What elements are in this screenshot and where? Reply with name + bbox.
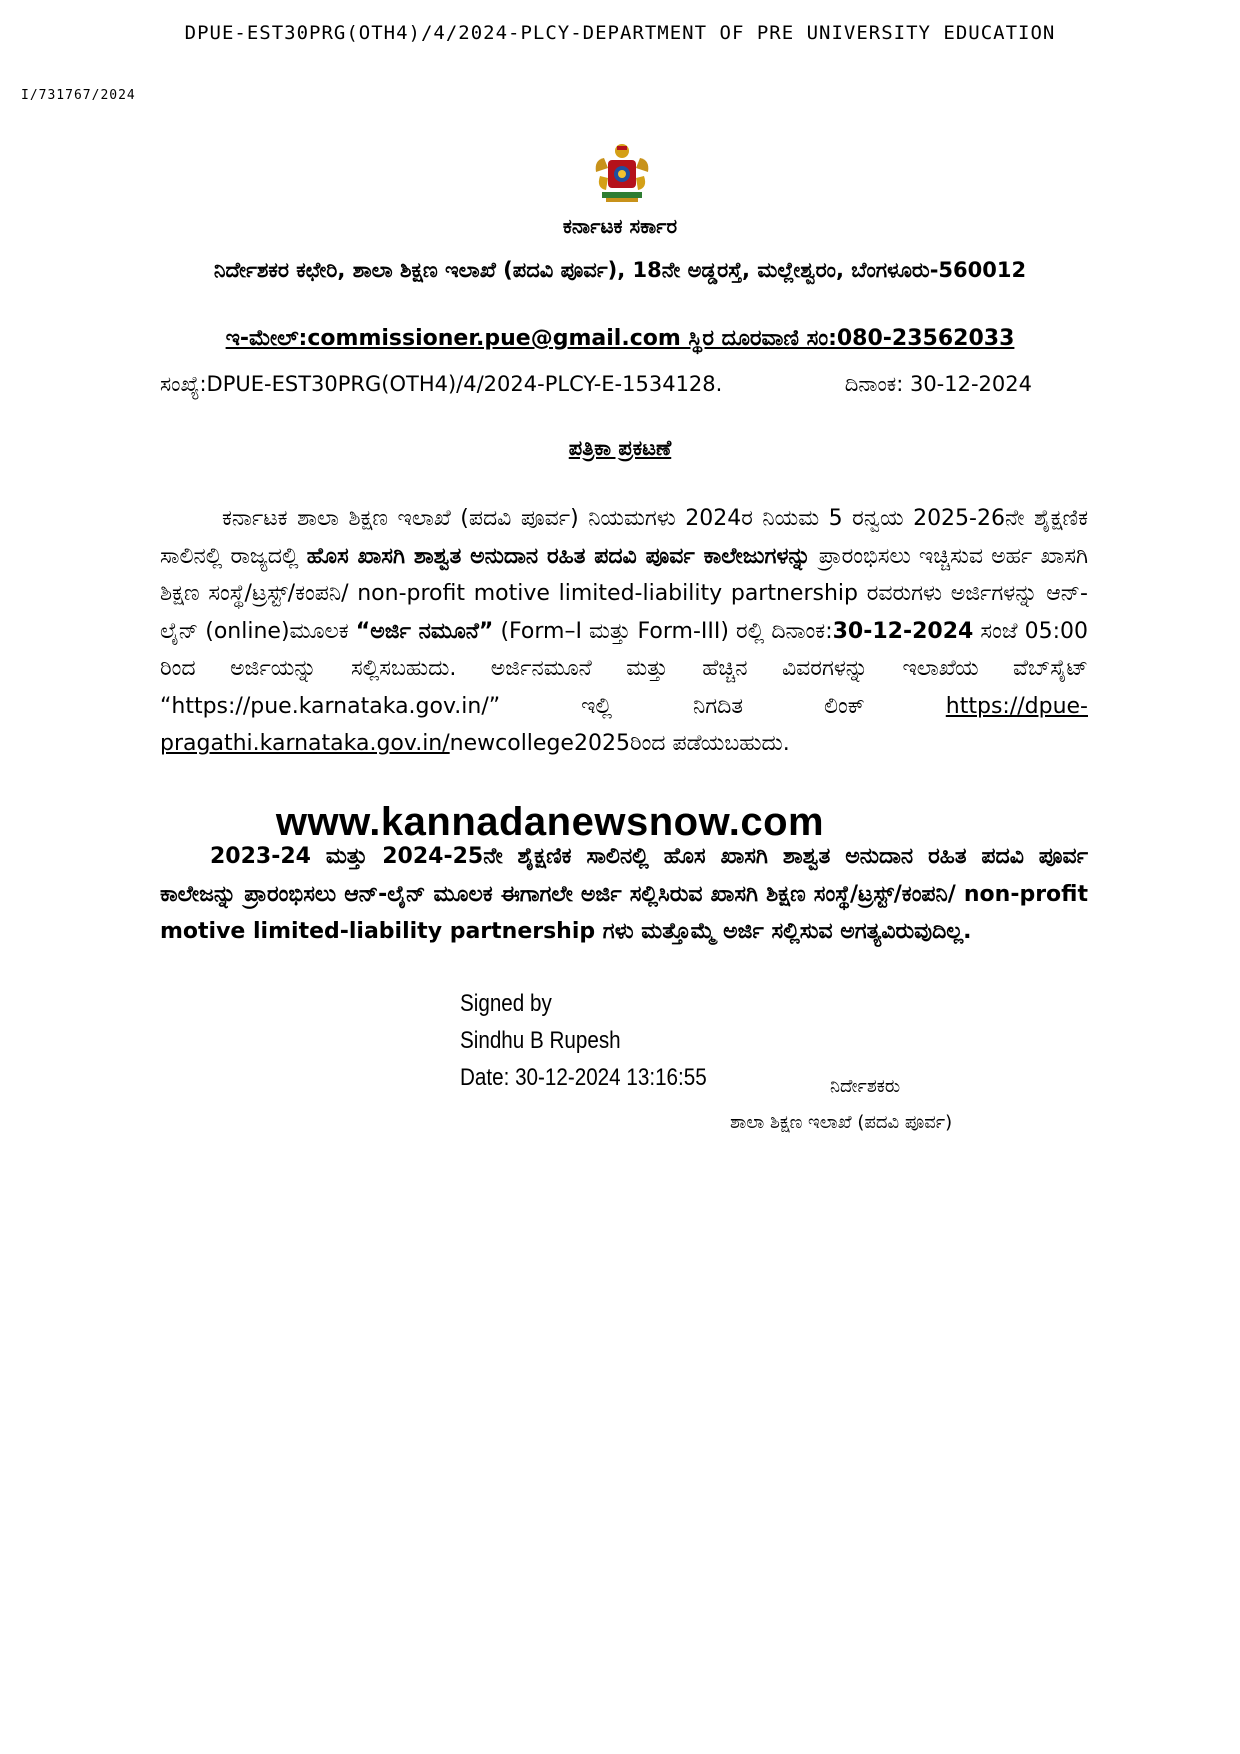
document-reference-banner: DPUE-EST30PRG(OTH4)/4/2024-PLCY-DEPARTMENT OF PRE UNIVERSITY EDUCATION <box>184 22 1056 44</box>
p1-bold-college: ಹೊಸ ಖಾಸಗಿ ಶಾಶ್ವತ ಅನುದಾನ ರಹಿತ ಪದವಿ ಪೂರ್ವ ಕಾಲೇಜುಗಳನ್ನು <box>306 543 811 569</box>
signed-by-label: Signed by <box>460 990 552 1017</box>
reference-line <box>160 372 1032 397</box>
application-portal-link[interactable]: https://dpue-pragathi.karnataka.gov.in/ <box>160 693 1088 756</box>
signatory-department: ಶಾಲಾ ಶಿಕ್ಷಣ ಇಲಾಖೆ (ಪದವಿ ಪೂರ್ವ) <box>730 1112 953 1133</box>
p1-text: ಪ್ರಾರಂಭಿಸಲು ಇಚ್ಚಿಸುವ ಅರ್ಹ ಖಾಸಗಿ ಶಿಕ್ಷಣ ಸಂಸ್ಥೆ/ಟ್ರಸ್ಟ್/ಕಂಪನಿ/ non-profit motive limited-liability partnership ರವರುಗಳು ಅರ್ಜಿಗಳನ್ನು ಆನ್-ಲೈನ್ (online)ಮೂಲಕ <box>160 543 1088 644</box>
file-number: I/731767/2024 <box>21 88 136 103</box>
contact-details: ಇ-ಮೇಲ್:commissioner.pue@gmail.com ಸ್ಥಿರ ದೂರವಾಣಿ ಸಂ:080-23562033 <box>225 326 1015 351</box>
p1-bold-form: “ಅರ್ಜಿ ನಮೂನೆ” <box>355 618 494 644</box>
government-name: ಕರ್ನಾಟಕ ಸರ್ಕಾರ <box>562 214 678 238</box>
p1-text: ಕರ್ನಾಟಕ ಶಾಲಾ ಶಿಕ್ಷಣ ಇಲಾಖೆ (ಪದವಿ ಪೂರ್ವ) ನಿಯಮಗಳು 2024ರ ನಿಯಮ 5 ರನ್ವಯ 2025-26ನೇ ಶೈಕ್ಷಣಿಕ ಸಾಲಿನಲ್ಲಿ ರಾಜ್ಯದಲ್ಲಿ <box>160 506 1088 569</box>
p1-bold-date: 30-12-2024 <box>832 618 974 644</box>
signatory-name: Sindhu B Rupesh <box>460 1027 621 1054</box>
notice-paragraph-2: 2023-24 ಮತ್ತು 2024-25ನೇ ಶೈಕ್ಷಣಿಕ ಸಾಲಿನಲ್ಲಿ ಹೊಸ ಖಾಸಗಿ ಶಾಶ್ವತ ಅನುದಾನ ರಹಿತ ಪದವಿ ಪೂರ್ವ ಕಾಲೇಜನ್ನು ಪ್ರಾರಂಭಿಸಲು ಆನ್-ಲೈನ್ ಮೂಲಕ ಈಗಾಗಲೇ ಅರ್ಜಿ ಸಲ್ಲಿಸಿರುವ ಖಾಸಗಿ ಶಿಕ್ಷಣ ಸಂಸ್ಥೆ/ಟ್ರಸ್ಟ್/ಕಂಪನಿ/ non-profit motive limited-liability partnership ಗಳು ಮತ್ತೊಮ್ಮೆ ಅರ್ಜಿ ಸಲ್ಲಿಸುವ ಅಗತ್ಯವಿರುವುದಿಲ್ಲ. <box>160 844 1088 944</box>
signatory-designation: ನಿರ್ದೇಶಕರು <box>830 1076 901 1097</box>
issue-date: ದಿನಾಂಕ: 30-12-2024 <box>844 372 1032 396</box>
p1-text: ಸಂಜೆ 05:00 ರಿಂದ ಅರ್ಜಿಯನ್ನು ಸಲ್ಲಿಸಬಹುದು. ಅರ್ಜಿನಮೂನೆ ಮತ್ತು ಹೆಚ್ಚಿನ ವಿವರಗಳನ್ನು ಇಲಾಖೆಯ ವೆಬ್‌ಸೈಟ್ “https://pue.karnataka.gov.in/” ಇಲ್ಲಿ ನಿಗದಿತ ಲಿಂಕ್ <box>160 618 1088 719</box>
notice-paragraph-1 <box>160 500 1088 763</box>
office-address: ನಿರ್ದೇಶಕರ ಕಛೇರಿ, ಶಾಲಾ ಶಿಕ್ಷಣ ಇಲಾಖೆ (ಪದವಿ ಪೂರ್ವ), 18ನೇ ಅಡ್ಡರಸ್ತೆ, ಮಲ್ಲೇಶ್ವರಂ, ಬೆಂಗಳೂರು-560012 <box>213 258 1027 282</box>
press-release-title: ಪತ್ರಿಕಾ ಪ್ರಕಟಣೆ <box>568 436 672 460</box>
website-watermark: www.kannadanewsnow.com <box>275 800 825 844</box>
p1-text: newcollege2025ರಿಂದ ಪಡೆಯಬಹುದು. <box>449 731 790 756</box>
karnataka-state-emblem-icon <box>586 142 658 204</box>
signature-date: Date: 30-12-2024 13:16:55 <box>460 1064 707 1091</box>
reference-number: ಸಂಖ್ಯೆ:DPUE-EST30PRG(OTH4)/4/2024-PLCY-E-1534128. <box>160 372 723 396</box>
p1-text: (Form–I ಮತ್ತು Form-III) ರಲ್ಲಿ ದಿನಾಂಕ: <box>493 618 833 644</box>
digital-signature-block <box>460 985 707 1096</box>
